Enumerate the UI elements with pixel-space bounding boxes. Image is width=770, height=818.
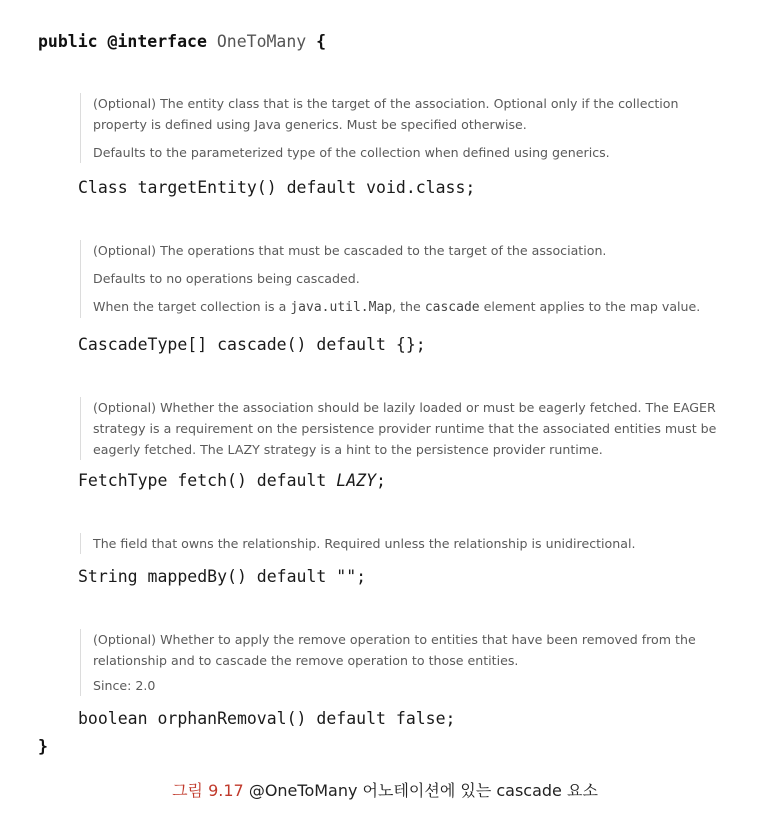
cascade-doc-default: Defaults to no operations being cascaded. <box>93 271 360 286</box>
target-entity-code: Class targetEntity() default void.class; <box>78 178 476 197</box>
fetch-default-value: LAZY <box>336 471 377 490</box>
brace-open: { <box>316 32 327 51</box>
mapped-by-code: String mappedBy() default ""; <box>78 567 367 586</box>
cascade-doc-map-note: When the target collection is a java.util.Map, the cascade element applies to the map value. <box>93 299 701 315</box>
figure-caption <box>0 778 770 801</box>
orphan-removal-code: boolean orphanRemoval() default false; <box>78 709 456 728</box>
inline-code-java-util-map: java.util.Map <box>290 300 393 315</box>
figure-caption-text: @OneToMany 어노테이션에 있는 cascade 요소 <box>248 781 598 800</box>
fetch-doc <box>80 397 763 460</box>
target-entity-doc-default: Defaults to the parameterized type of the collection when defined using generics. <box>93 145 610 160</box>
target-entity-doc-description: (Optional) The entity class that is the target of the association. Optional only if the collection property is defined using Java generics. Must be specified otherwise. <box>93 96 679 132</box>
orphan-removal-doc <box>80 629 763 696</box>
cascade-doc <box>80 240 763 318</box>
keyword-interface: @interface <box>107 32 207 51</box>
fetch-doc-description: (Optional) Whether the association should be lazily loaded or must be eagerly fetched. The EAGER strategy is a requirement on the persistence provider runtime that the associated entities must be eagerly fetched. The LAZY strategy is a hint to the persistence provider runtime. <box>93 400 717 457</box>
orphan-removal-doc-since: Since: 2.0 <box>93 678 156 693</box>
keyword-public: public <box>38 32 98 51</box>
brace-close: } <box>38 737 48 756</box>
mapped-by-doc <box>80 533 763 554</box>
interface-name: OneToMany <box>216 32 307 51</box>
orphan-removal-doc-description: (Optional) Whether to apply the remove operation to entities that have been removed from the relationship and to cascade the remove operation to those entities. <box>93 632 696 668</box>
target-entity-doc <box>80 93 733 163</box>
inline-code-cascade: cascade <box>424 300 480 315</box>
fetch-code: FetchType fetch() default LAZY; <box>78 471 386 490</box>
cascade-code: CascadeType[] cascade() default {}; <box>78 335 426 354</box>
figure-number: 그림 9.17 <box>172 781 244 800</box>
mapped-by-doc-description: The field that owns the relationship. Required unless the relationship is unidirectional. <box>93 536 636 551</box>
interface-declaration <box>38 32 326 52</box>
cascade-doc-description: (Optional) The operations that must be cascaded to the target of the association. <box>93 243 607 258</box>
